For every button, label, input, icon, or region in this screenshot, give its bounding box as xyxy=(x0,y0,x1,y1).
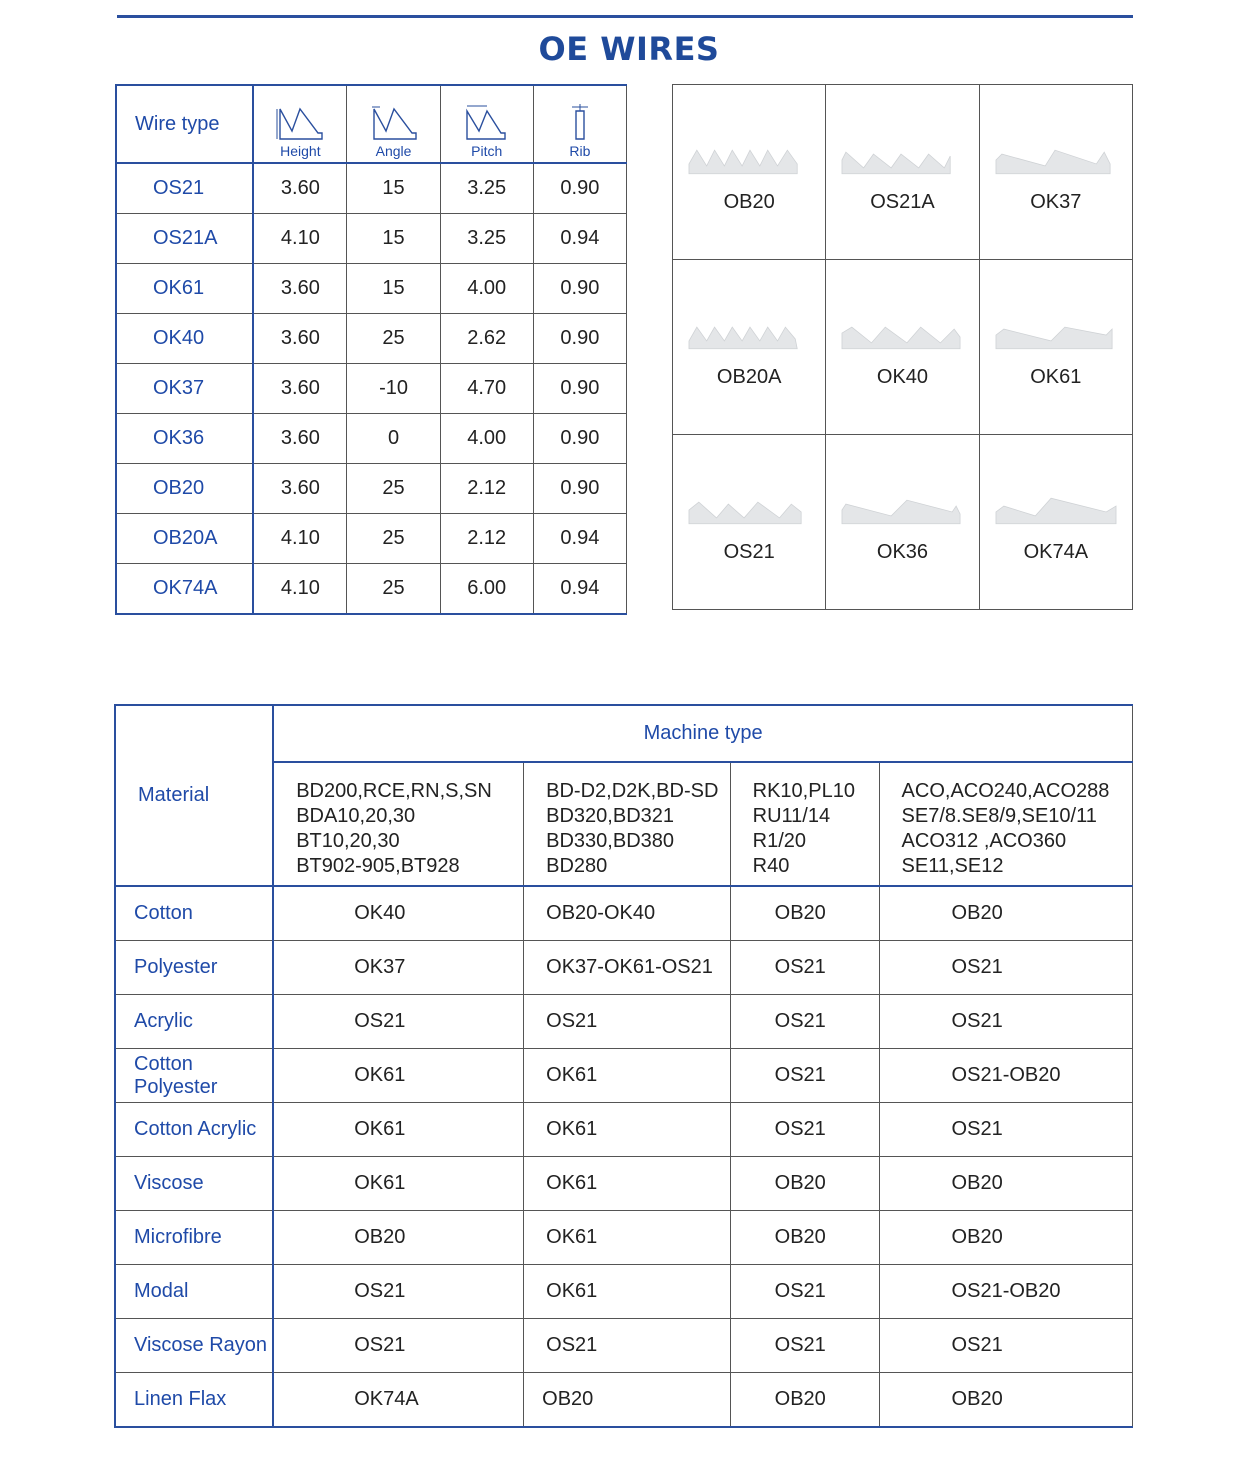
wire-type-cell: OK74A xyxy=(116,564,253,615)
ok37-profile-image xyxy=(994,139,1118,183)
tooth-silhouette xyxy=(996,150,1110,174)
material-name: Viscose Rayon xyxy=(115,1319,273,1373)
recommended-wire-cell: OK61 xyxy=(524,1265,731,1319)
ok36-profile-image xyxy=(840,489,964,533)
pitch-diagram-icon xyxy=(461,103,513,143)
machine-model-line: RK10,PL10 xyxy=(752,780,855,802)
material-name: Modal xyxy=(115,1265,273,1319)
recommended-wire-cell: OB20 xyxy=(730,1373,879,1428)
height-cell: 4.10 xyxy=(253,214,347,264)
spec-header-row xyxy=(116,85,627,163)
tooth-silhouette xyxy=(996,327,1112,349)
recommended-wire-cell: OB20-OK40 xyxy=(524,886,731,941)
recommended-wire-cell: OS21 xyxy=(730,1103,879,1157)
recommended-wire-cell: OK74A xyxy=(273,1373,523,1428)
wire-type-cell: OK61 xyxy=(116,264,253,314)
angle-cell: 25 xyxy=(347,514,440,564)
height-cell: 4.10 xyxy=(253,564,347,615)
rib-cell: 0.94 xyxy=(533,214,626,264)
recommended-wire-cell: OS21 xyxy=(273,1319,523,1373)
os21-profile-image xyxy=(687,489,811,533)
profile-cell xyxy=(673,85,826,260)
material-row xyxy=(115,886,1133,941)
recommended-wire-cell: OB20 xyxy=(730,1211,879,1265)
recommended-wire-cell: OS21 xyxy=(730,1319,879,1373)
profile-row xyxy=(673,260,1133,435)
machine-model-line: ACO312 ,ACO360 xyxy=(901,830,1067,852)
recommended-wire-cell: OS21 xyxy=(273,995,523,1049)
rib-cell: 0.94 xyxy=(533,514,626,564)
profile-row xyxy=(673,85,1133,260)
pitch-cell: 4.00 xyxy=(440,414,533,464)
material-name: Microfibre xyxy=(115,1211,273,1265)
spec-row xyxy=(116,364,627,414)
spec-row xyxy=(116,414,627,464)
material-row xyxy=(115,941,1133,995)
material-row xyxy=(115,1103,1133,1157)
recommended-wire-cell: OB20 xyxy=(879,1211,1132,1265)
profile-label: OB20A xyxy=(716,366,782,388)
machine-model-line: RU11/14 xyxy=(752,805,831,827)
angle-cell: 0 xyxy=(347,414,440,464)
machine-model-line: BDA10,20,30 xyxy=(296,805,416,827)
profile-cell xyxy=(826,260,979,435)
rib-cell: 0.90 xyxy=(533,264,626,314)
pitch-header xyxy=(440,85,533,163)
wire-spec-table xyxy=(115,84,627,615)
tooth-silhouette xyxy=(842,500,960,524)
rib-diagram-icon xyxy=(554,103,606,143)
recommended-wire-cell: OS21 xyxy=(524,995,731,1049)
recommended-wire-cell: OK61 xyxy=(273,1103,523,1157)
machine-model-line: BD-D2,D2K,BD-SD xyxy=(546,780,719,802)
pitch-cell: 2.12 xyxy=(440,514,533,564)
tooth-silhouette xyxy=(996,498,1116,524)
material-row xyxy=(115,1319,1133,1373)
material-row xyxy=(115,1049,1133,1103)
pitch-cell: 4.70 xyxy=(440,364,533,414)
recommended-wire-cell: OK61 xyxy=(524,1103,731,1157)
wire-type-cell: OB20 xyxy=(116,464,253,514)
machine-model-line: BD200,RCE,RN,S,SN xyxy=(296,780,492,802)
profile-cell xyxy=(673,260,826,435)
material-header: Material xyxy=(115,705,273,886)
profile-row xyxy=(673,435,1133,610)
recommended-wire-cell: OS21 xyxy=(524,1319,731,1373)
angle-header xyxy=(347,85,440,163)
spec-row xyxy=(116,564,627,615)
recommended-wire-cell: OS21 xyxy=(273,1265,523,1319)
height-label: Height xyxy=(280,143,321,159)
spec-row xyxy=(116,314,627,364)
height-cell: 3.60 xyxy=(253,264,347,314)
recommended-wire-cell: OB20 xyxy=(879,886,1132,941)
machine-model-line: BD280 xyxy=(546,855,608,877)
os21a-profile-image xyxy=(840,139,964,183)
wire-type-cell: OK36 xyxy=(116,414,253,464)
profile-cell xyxy=(826,85,979,260)
recommended-wire-cell: OK61 xyxy=(524,1049,731,1103)
material-row xyxy=(115,1157,1133,1211)
recommended-wire-cell: OS21 xyxy=(879,995,1132,1049)
top-rule xyxy=(117,15,1133,18)
rib-cell: 0.90 xyxy=(533,314,626,364)
height-cell: 3.60 xyxy=(253,414,347,464)
height-cell: 3.60 xyxy=(253,163,347,214)
wire-type-cell: OS21 xyxy=(116,163,253,214)
tooth-silhouette xyxy=(689,502,801,524)
rib-header xyxy=(533,85,626,163)
page-title: OE WIRES xyxy=(538,30,720,68)
material-name: Acrylic xyxy=(115,995,273,1049)
spec-row xyxy=(116,214,627,264)
recommended-wire-cell: OS21 xyxy=(730,941,879,995)
machine-type-header: Machine type xyxy=(273,705,1132,762)
recommended-wire-cell: OS21 xyxy=(730,1265,879,1319)
profile-label: OB20 xyxy=(723,191,775,213)
height-cell: 3.60 xyxy=(253,364,347,414)
wire-type-cell: OK40 xyxy=(116,314,253,364)
machine-model-line: SE11,SE12 xyxy=(901,855,1004,877)
tooth-silhouette xyxy=(842,327,960,349)
spec-row xyxy=(116,514,627,564)
machine-model-line: ACO,ACO240,ACO288 xyxy=(901,780,1110,802)
machine-group-1 xyxy=(273,762,523,886)
recommended-wire-cell: OS21 xyxy=(879,1319,1132,1373)
tooth-silhouette xyxy=(842,152,950,174)
angle-diagram-icon xyxy=(368,103,420,143)
angle-cell: 25 xyxy=(347,564,440,615)
recommended-wire-cell: OS21 xyxy=(730,995,879,1049)
ob20-profile-image xyxy=(687,139,811,183)
pitch-cell: 4.00 xyxy=(440,264,533,314)
wire-type-header: Wire type xyxy=(116,85,253,163)
profile-label: OS21 xyxy=(723,541,775,563)
wire-type-cell: OK37 xyxy=(116,364,253,414)
profile-label: OK40 xyxy=(876,366,929,388)
ok74a-profile-image xyxy=(994,489,1118,533)
machine-model-line: SE7/8.SE8/9,SE10/11 xyxy=(901,805,1097,827)
ob20a-profile-image xyxy=(687,314,811,358)
machine-model-line: R40 xyxy=(752,855,790,877)
recommended-wire-cell: OS21 xyxy=(879,941,1132,995)
machine-group-2 xyxy=(524,762,731,886)
recommended-wire-cell: OS21-OB20 xyxy=(879,1049,1132,1103)
machine-material-table xyxy=(114,704,1133,1428)
angle-cell: -10 xyxy=(347,364,440,414)
height-header xyxy=(253,85,347,163)
profile-cell xyxy=(673,435,826,610)
machine-group-4 xyxy=(879,762,1132,886)
recommended-wire-cell: OB20 xyxy=(879,1157,1132,1211)
angle-cell: 15 xyxy=(347,163,440,214)
angle-label: Angle xyxy=(375,143,412,159)
angle-cell: 15 xyxy=(347,214,440,264)
rib-label: Rib xyxy=(569,143,591,159)
recommended-wire-cell: OB20 xyxy=(730,1157,879,1211)
material-name: Linen Flax xyxy=(115,1373,273,1428)
height-cell: 3.60 xyxy=(253,314,347,364)
recommended-wire-cell: OK37-OK61-OS21 xyxy=(524,941,731,995)
profile-cell xyxy=(979,85,1132,260)
profile-label: OK36 xyxy=(876,541,929,563)
recommended-wire-cell: OK61 xyxy=(524,1211,731,1265)
rib-cell: 0.94 xyxy=(533,564,626,615)
height-cell: 3.60 xyxy=(253,464,347,514)
angle-cell: 15 xyxy=(347,264,440,314)
ok61-profile-image xyxy=(994,314,1118,358)
pitch-cell: 2.62 xyxy=(440,314,533,364)
machine-group-3 xyxy=(730,762,879,886)
machine-header-row xyxy=(115,705,1133,762)
wire-type-cell: OB20A xyxy=(116,514,253,564)
material-row xyxy=(115,1265,1133,1319)
machine-model-line: BT902-905,BT928 xyxy=(296,855,460,877)
recommended-wire-cell: OS21-OB20 xyxy=(879,1265,1132,1319)
machine-model-line: BD320,BD321 xyxy=(546,805,675,827)
height-cell: 4.10 xyxy=(253,514,347,564)
height-diagram-icon xyxy=(274,103,326,143)
recommended-wire-cell: OB20 xyxy=(879,1373,1132,1428)
tooth-silhouette xyxy=(689,150,797,174)
machine-model-line: BT10,20,30 xyxy=(296,830,400,852)
profile-label: OK37 xyxy=(1030,191,1082,213)
machine-model-line: BD330,BD380 xyxy=(546,830,675,852)
recommended-wire-cell: OS21 xyxy=(730,1049,879,1103)
rib-cell: 0.90 xyxy=(533,464,626,514)
profile-cell xyxy=(979,435,1132,610)
material-row xyxy=(115,1211,1133,1265)
pitch-cell: 6.00 xyxy=(440,564,533,615)
tooth-silhouette xyxy=(689,327,797,349)
material-name: Polyester xyxy=(115,941,273,995)
recommended-wire-cell: OK40 xyxy=(273,886,523,941)
pitch-cell: 2.12 xyxy=(440,464,533,514)
pitch-cell: 3.25 xyxy=(440,163,533,214)
recommended-wire-cell: OK37 xyxy=(273,941,523,995)
material-row xyxy=(115,1373,1133,1428)
wire-profile-grid xyxy=(672,84,1133,610)
material-row xyxy=(115,995,1133,1049)
material-name: Cotton xyxy=(115,886,273,941)
recommended-wire-cell: OK61 xyxy=(273,1157,523,1211)
angle-cell: 25 xyxy=(347,314,440,364)
material-name: Cotton Acrylic xyxy=(115,1103,273,1157)
rib-cell: 0.90 xyxy=(533,364,626,414)
recommended-wire-cell: OB20 xyxy=(524,1373,731,1428)
profile-label: OK61 xyxy=(1030,366,1082,388)
material-name: Cotton Polyester xyxy=(115,1049,273,1103)
recommended-wire-cell: OK61 xyxy=(524,1157,731,1211)
wire-type-cell: OS21A xyxy=(116,214,253,264)
recommended-wire-cell: OS21 xyxy=(879,1103,1132,1157)
rib-cell: 0.90 xyxy=(533,414,626,464)
recommended-wire-cell: OK61 xyxy=(273,1049,523,1103)
material-name: Viscose xyxy=(115,1157,273,1211)
spec-row xyxy=(116,464,627,514)
profile-label: OS21A xyxy=(870,191,935,213)
ok40-profile-image xyxy=(840,314,964,358)
profile-cell xyxy=(826,435,979,610)
recommended-wire-cell: OB20 xyxy=(730,886,879,941)
spec-row xyxy=(116,264,627,314)
angle-cell: 25 xyxy=(347,464,440,514)
profile-cell xyxy=(979,260,1132,435)
rib-cell: 0.90 xyxy=(533,163,626,214)
recommended-wire-cell: OB20 xyxy=(273,1211,523,1265)
pitch-label: Pitch xyxy=(471,143,503,159)
machine-model-line: R1/20 xyxy=(752,830,807,852)
profile-label: OK74A xyxy=(1023,541,1089,563)
pitch-cell: 3.25 xyxy=(440,214,533,264)
spec-row xyxy=(116,163,627,214)
